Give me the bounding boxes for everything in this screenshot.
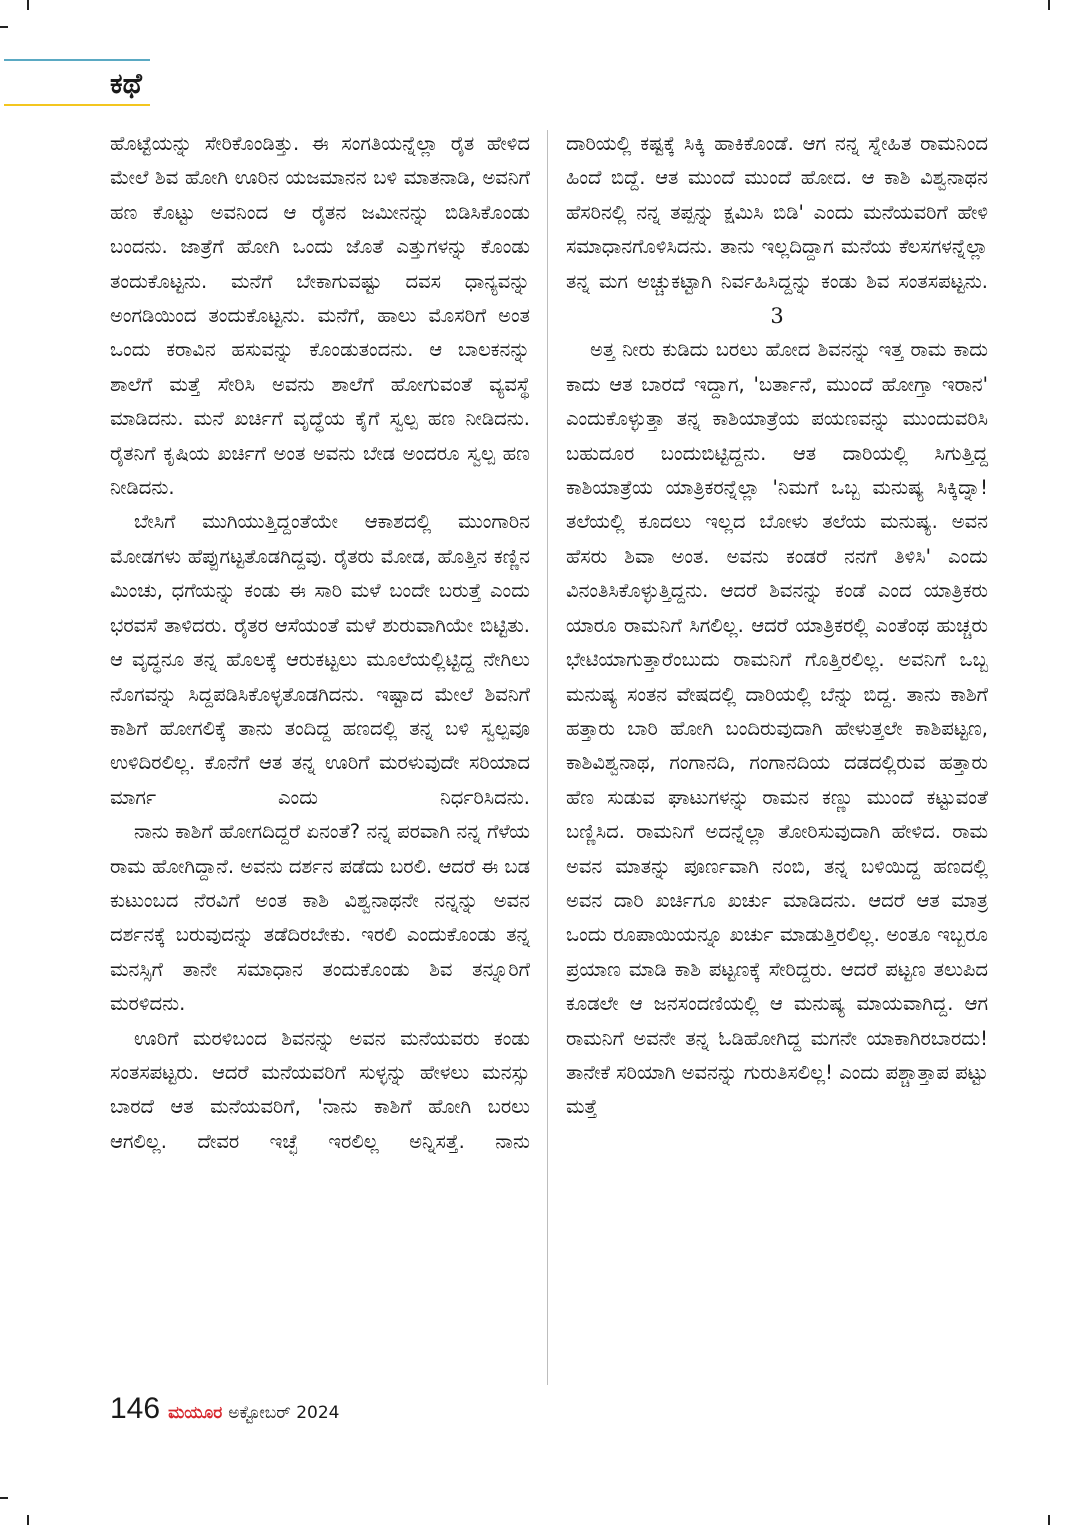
crop-mark [27, 1515, 29, 1525]
left-column [110, 127, 530, 1159]
magazine-name: ಮಯೂರ [168, 1403, 223, 1423]
paragraph: ಹೊಟ್ಟೆಯನ್ನು ಸೇರಿಕೊಂಡಿತ್ತು. ಈ ಸಂಗತಿಯನ್ನೆಲ್ಲಾ ರೈತ ಹೇಳಿದ ಮೇಲೆ ಶಿವ ಹೋಗಿ ಊರಿನ ಯಜಮಾನನ ಬಳಿ ಮಾತನಾಡಿ, ಅವನಿಗೆ ಹಣ ಕೊಟ್ಟು ಅವನಿಂದ ಆ ರೈತನ ಜಮೀನನ್ನು ಬಿಡಿಸಿಕೊಂಡು ಬಂದನು. ಜಾತ್ರೆಗೆ ಹೋಗಿ ಒಂದು ಜೊತೆ ಎತ್ತುಗಳನ್ನು ಕೊಂಡು ತಂದುಕೊಟ್ಟನು. ಮನೆಗೆ ಬೇಕಾಗುವಷ್ಟು ದವಸ ಧಾನ್ಯವನ್ನು ಅಂಗಡಿಯಿಂದ ತಂದುಕೊಟ್ಟನು. ಮನೆಗೆ, ಹಾಲು ಮೊಸರಿಗೆ ಅಂತ ಒಂದು ಕರಾವಿನ ಹಸುವನ್ನು ಕೊಂಡುತಂದನು. ಆ ಬಾಲಕನನ್ನು ಶಾಲೆಗೆ ಮತ್ತೆ ಸೇರಿಸಿ ಅವನು ಶಾಲೆಗೆ ಹೋಗುವಂತೆ ವ್ಯವಸ್ಥೆ ಮಾಡಿದನು. ಮನೆ ಖರ್ಚಿಗೆ ವೃದ್ಧೆಯ ಕೈಗೆ ಸ್ವಲ್ಪ ಹಣ ನೀಡಿದನು. ರೈತನಿಗೆ ಕೃಷಿಯ ಖರ್ಚಿಗೆ ಅಂತ ಅವನು ಬೇಡ ಅಂದರೂ ಸ್ವಲ್ಪ ಹಣ ನೀಡಿದನು. [110, 132, 530, 500]
paragraph: ದಾರಿಯಲ್ಲಿ ಕಷ್ಟಕ್ಕೆ ಸಿಕ್ಕಿ ಹಾಕಿಕೊಂಡೆ. ಆಗ ನನ್ನ ಸ್ನೇಹಿತ ರಾಮನಿಂದ ಹಿಂದೆ ಬಿದ್ದೆ. ಆತ ಮುಂದೆ ಮುಂದೆ ಹೋದ. ಆ ಕಾಶಿ ವಿಶ್ವನಾಥನ ಹೆಸರಿನಲ್ಲಿ ನನ್ನ ತಪ್ಪನ್ನು ಕ್ಷಮಿಸಿ ಬಿಡಿ' ಎಂದು ಮನೆಯವರಿಗೆ ಹೇಳಿ ಸಮಾಧಾನಗೊಳಿಸಿದನು. ತಾನು ಇಲ್ಲದಿದ್ದಾಗ ಮನೆಯ ಕೆಲಸಗಳನ್ನೆಲ್ಲಾ ತನ್ನ ಮಗ ಅಚ್ಚುಕಟ್ಟಾಗಿ ನಿರ್ವಹಿಸಿದ್ದನ್ನು ಕಂಡು ಶಿವ ಸಂತಸಪಟ್ಟನು. [566, 132, 988, 293]
section-label: ಕಥೆ [110, 67, 142, 100]
column-divider [547, 130, 548, 1385]
page-footer [110, 1392, 339, 1428]
right-column [566, 127, 988, 1125]
paragraph: ಊರಿಗೆ ಮರಳಿಬಂದ ಶಿವನನ್ನು ಅವನ ಮನೆಯವರು ಕಂಡು ಸಂತಸಪಟ್ಟರು. ಆದರೆ ಮನೆಯವರಿಗೆ ಸುಳ್ಳನ್ನು ಹೇಳಲು ಮನಸ್ಸು ಬಾರದೆ ಆತ ಮನೆಯವರಿಗೆ, 'ನಾನು ಕಾಶಿಗೆ ಹೋಗಿ ಬರಲು ಆಗಲಿಲ್ಲ. ದೇವರ ಇಚ್ಛೆ ಇರಲಿಲ್ಲ ಅನ್ನಿಸತ್ತೆ. ನಾನು [110, 1026, 530, 1153]
crop-mark [0, 1497, 8, 1499]
paragraph: ಅತ್ತ ನೀರು ಕುಡಿದು ಬರಲು ಹೋದ ಶಿವನನ್ನು ಇತ್ತ ರಾಮ ಕಾದು ಕಾದು ಆತ ಬಾರದೆ ಇದ್ದಾಗ, 'ಬರ್ತಾನೆ, ಮುಂದೆ ಹೋಗ್ತಾ ಇರಾನ' ಎಂದುಕೊಳ್ಳುತ್ತಾ ತನ್ನ ಕಾಶಿಯಾತ್ರೆಯ ಪಯಣವನ್ನು ಮುಂದುವರಿಸಿ ಬಹುದೂರ ಬಂದುಬಿಟ್ಟಿದ್ದನು. ಆತ ದಾರಿಯಲ್ಲಿ ಸಿಗುತ್ತಿದ್ದ ಕಾಶಿಯಾತ್ರೆಯ ಯಾತ್ರಿಕರನ್ನೆಲ್ಲಾ 'ನಿಮಗೆ ಒಬ್ಬ ಮನುಷ್ಯ ಸಿಕ್ಕಿದ್ನಾ! ತಲೆಯಲ್ಲಿ ಕೂದಲು ಇಲ್ಲದ ಬೋಳು ತಲೆಯ ಮನುಷ್ಯ. ಅವನ ಹೆಸರು ಶಿವಾ ಅಂತ. ಅವನು ಕಂಡರೆ ನನಗೆ ತಿಳಿಸಿ' ಎಂದು ವಿನಂತಿಸಿಕೊಳ್ಳುತ್ತಿದ್ದನು. ಆದರೆ ಶಿವನನ್ನು ಕಂಡೆ ಎಂದ ಯಾತ್ರಿಕರು ಯಾರೂ ರಾಮನಿಗೆ ಸಿಗಲಿಲ್ಲ. ಆದರೆ ಯಾತ್ರಿಕರಲ್ಲಿ ಎಂತೆಂಥ ಹುಚ್ಚರು ಭೇಟಿಯಾಗುತ್ತಾರೆಂಬುದು ರಾಮನಿಗೆ ಗೊತ್ತಿರಲಿಲ್ಲ. ಅವನಿಗೆ ಒಬ್ಬ ಮನುಷ್ಯ ಸಂತನ ವೇಷದಲ್ಲಿ ದಾರಿಯಲ್ಲಿ ಬೆನ್ನು ಬಿದ್ದ. ತಾನು ಕಾಶಿಗೆ ಹತ್ತಾರು ಬಾರಿ ಹೋಗಿ ಬಂದಿರುವುದಾಗಿ ಹೇಳುತ್ತಲೇ ಕಾಶಿಪಟ್ಟಣ, ಕಾಶಿವಿಶ್ವನಾಥ, ಗಂಗಾನದಿ, ಗಂಗಾನದಿಯ ದಡದಲ್ಲಿರುವ ಹತ್ತಾರು ಹೆಣ ಸುಡುವ ಘಾಟುಗಳನ್ನು ರಾಮನ ಕಣ್ಣು ಮುಂದೆ ಕಟ್ಟುವಂತೆ ಬಣ್ಣಿಸಿದ. ರಾಮನಿಗೆ ಅದನ್ನೆಲ್ಲಾ ತೋರಿಸುವುದಾಗಿ ಹೇಳಿದ. ರಾಮ ಅವನ ಮಾತನ್ನು ಪೂರ್ಣವಾಗಿ ನಂಬಿ, ತನ್ನ ಬಳಿಯಿದ್ದ ಹಣದಲ್ಲಿ ಅವನ ದಾರಿ ಖರ್ಚಿಗೂ ಖರ್ಚು ಮಾಡಿದನು. ಆದರೆ ಆತ ಮಾತ್ರ ಒಂದು ರೂಪಾಯಿಯನ್ನೂ ಖರ್ಚು ಮಾಡುತ್ತಿರಲಿಲ್ಲ. ಅಂತೂ ಇಬ್ಬರೂ ಪ್ರಯಾಣ ಮಾಡಿ ಕಾಶಿ ಪಟ್ಟಣಕ್ಕೆ ಸೇರಿದ್ದರು. ಆದರೆ ಪಟ್ಟಣ ತಲುಪಿದ ಕೂಡಲೇ ಆ ಜನಸಂದಣಿಯಲ್ಲಿ ಆ ಮನುಷ್ಯ ಮಾಯವಾಗಿದ್ದ. ಆಗ ರಾಮನಿಗೆ ಅವನೇ ತನ್ನ ಓಡಿಹೋಗಿದ್ದ ಮಗನೇ ಯಾಕಾಗಿರಬಾರದು! ತಾನೇಕೆ ಸರಿಯಾಗಿ ಅವನನ್ನು ಗುರುತಿಸಲಿಲ್ಲ! ಎಂದು ಪಶ್ಚಾತ್ತಾಪ ಪಟ್ಟು ಮತ್ತೆ [566, 338, 988, 1119]
issue-date: ಅಕ್ಟೋಬರ್ 2024 [228, 1403, 340, 1423]
paragraph: ನಾನು ಕಾಶಿಗೆ ಹೋಗದಿದ್ದರೆ ಏನಂತೆ? ನನ್ನ ಪರವಾಗಿ ನನ್ನ ಗೆಳೆಯ ರಾಮ ಹೋಗಿದ್ದಾನೆ. ಅವನು ದರ್ಶನ ಪಡೆದು ಬರಲಿ. ಆದರೆ ಈ ಬಡ ಕುಟುಂಬದ ನೆರವಿಗೆ ಅಂತ ಕಾಶಿ ವಿಶ್ವನಾಥನೇ ನನ್ನನ್ನು ಅವನ ದರ್ಶನಕ್ಕೆ ಬರುವುದನ್ನು ತಡೆದಿರಬೇಕು. ಇರಲಿ ಎಂದುಕೊಂಡು ತನ್ನ ಮನಸ್ಸಿಗೆ ತಾನೇ ಸಮಾಧಾನ ತಂದುಕೊಂಡು ಶಿವ ತನ್ನೂರಿಗೆ ಮರಳಿದನು. [110, 820, 530, 1016]
page-number: 146 [110, 1392, 161, 1425]
header-rule-bottom [4, 104, 150, 106]
crop-mark [1048, 0, 1050, 10]
crop-mark [1048, 1515, 1050, 1525]
header-rule-top [4, 59, 150, 61]
crop-mark [27, 0, 29, 10]
paragraph: ಬೇಸಿಗೆ ಮುಗಿಯುತ್ತಿದ್ದಂತೆಯೇ ಆಕಾಶದಲ್ಲಿ ಮುಂಗಾರಿನ ಮೋಡಗಳು ಹೆಪ್ಪುಗಟ್ಟತೊಡಗಿದ್ದವು. ರೈತರು ಮೋಡ, ಹೊತ್ತಿನ ಕಣ್ಣಿನ ಮಿಂಚು, ಧಗೆಯನ್ನು ಕಂಡು ಈ ಸಾರಿ ಮಳೆ ಬಂದೇ ಬರುತ್ತೆ ಎಂದು ಭರವಸೆ ತಾಳಿದರು. ರೈತರ ಆಸೆಯಂತೆ ಮಳೆ ಶುರುವಾಗಿಯೇ ಬಿಟ್ಟಿತು. ಆ ವೃದ್ಧನೂ ತನ್ನ ಹೊಲಕ್ಕೆ ಆರುಕಟ್ಟಲು ಮೂಲೆಯಲ್ಲಿಟ್ಟಿದ್ದ ನೇಗಿಲು ನೊಗವನ್ನು ಸಿದ್ದಪಡಿಸಿಕೊಳ್ಳತೊಡಗಿದನು. ಇಷ್ಟಾದ ಮೇಲೆ ಶಿವನಿಗೆ ಕಾಶಿಗೆ ಹೋಗಲಿಕ್ಕೆ ತಾನು ತಂದಿದ್ದ ಹಣದಲ್ಲಿ ತನ್ನ ಬಳಿ ಸ್ವಲ್ಪವೂ ಉಳಿದಿರಲಿಲ್ಲ. ಕೊನೆಗೆ ಆತ ತನ್ನ ಊರಿಗೆ ಮರಳುವುದೇ ಸರಿಯಾದ ಮಾರ್ಗ ಎಂದು ನಿರ್ಧರಿಸಿದನು. [110, 510, 530, 809]
crop-mark [0, 26, 8, 28]
chapter-number: 3 [770, 304, 784, 329]
